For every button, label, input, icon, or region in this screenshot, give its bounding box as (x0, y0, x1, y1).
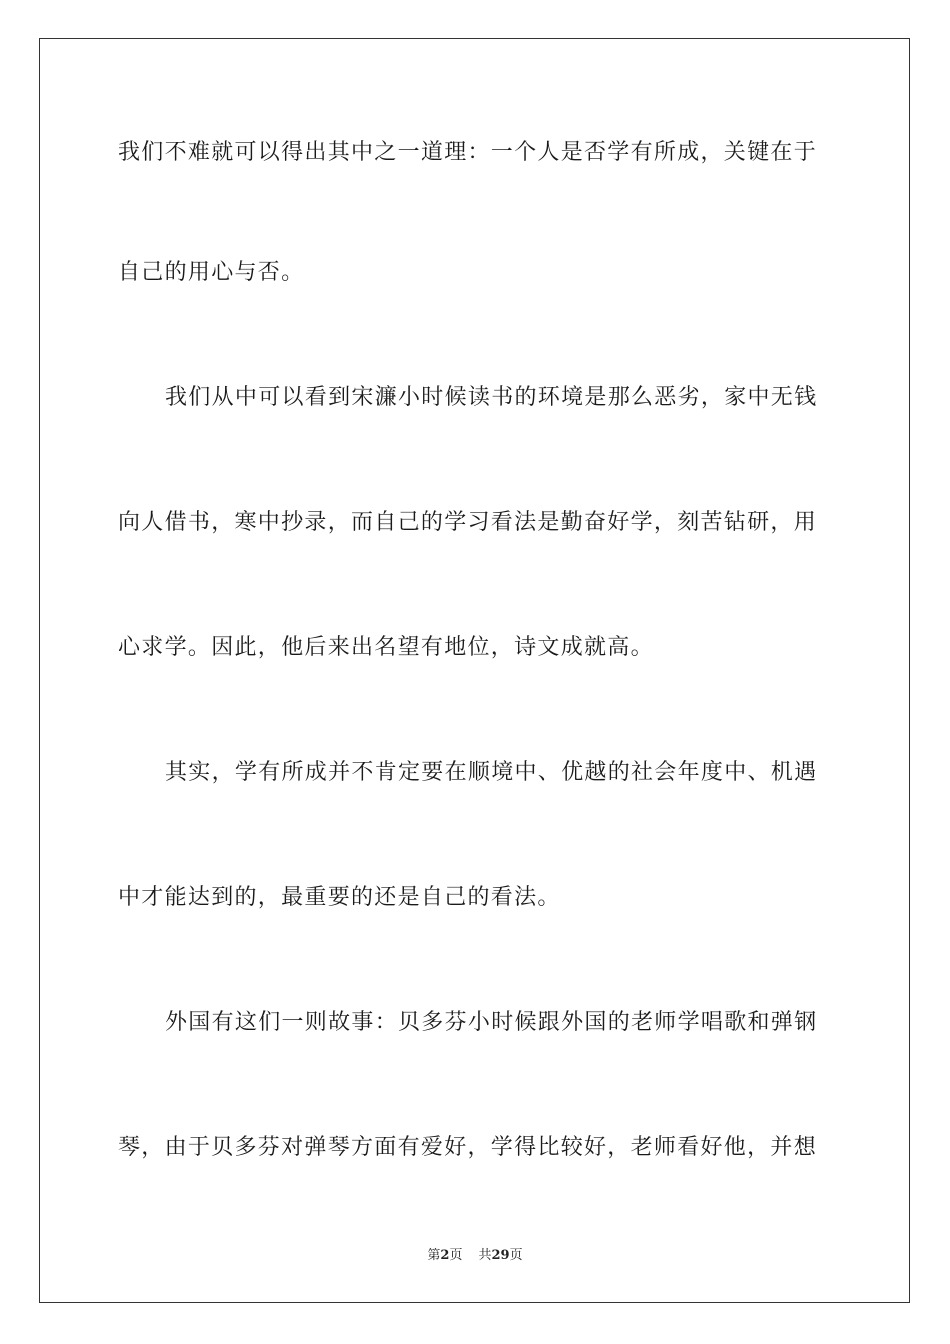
text-line-6: 其实，学有所成并不肯定要在顺境中、优越的社会年度中、机遇 (165, 760, 818, 785)
text-line-8: 外国有这们一则故事：贝多芬小时候跟外国的老师学唱歌和弹钢 (165, 1010, 818, 1035)
text-line-1: 我们不难就可以得出其中之一道理：一个人是否学有所成，关键在于 (118, 140, 818, 165)
text-line-4: 向人借书，寒中抄录，而自己的学习看法是勤奋好学，刻苦钻研，用 (118, 510, 818, 535)
footer-page-number: 2 (440, 1248, 450, 1263)
text-line-2: 自己的用心与否。 (118, 260, 305, 285)
footer-page-prefix: 第 (427, 1248, 441, 1263)
text-line-5: 心求学。因此，他后来出名望有地位，诗文成就高。 (118, 635, 654, 660)
text-line-7: 中才能达到的，最重要的还是自己的看法。 (118, 885, 561, 910)
text-line-9: 琴，由于贝多芬对弹琴方面有爱好，学得比较好，老师看好他，并想 (118, 1135, 818, 1160)
text-line-3: 我们从中可以看到宋濂小时候读书的环境是那么恶劣，家中无钱 (165, 385, 818, 410)
page-border (39, 38, 910, 1303)
page-footer (0, 1247, 950, 1265)
footer-total-suffix: 页 (509, 1248, 523, 1263)
footer-total-pages: 29 (491, 1248, 510, 1263)
footer-total-prefix: 共 (478, 1248, 492, 1263)
footer-page-suffix: 页 (449, 1248, 463, 1263)
